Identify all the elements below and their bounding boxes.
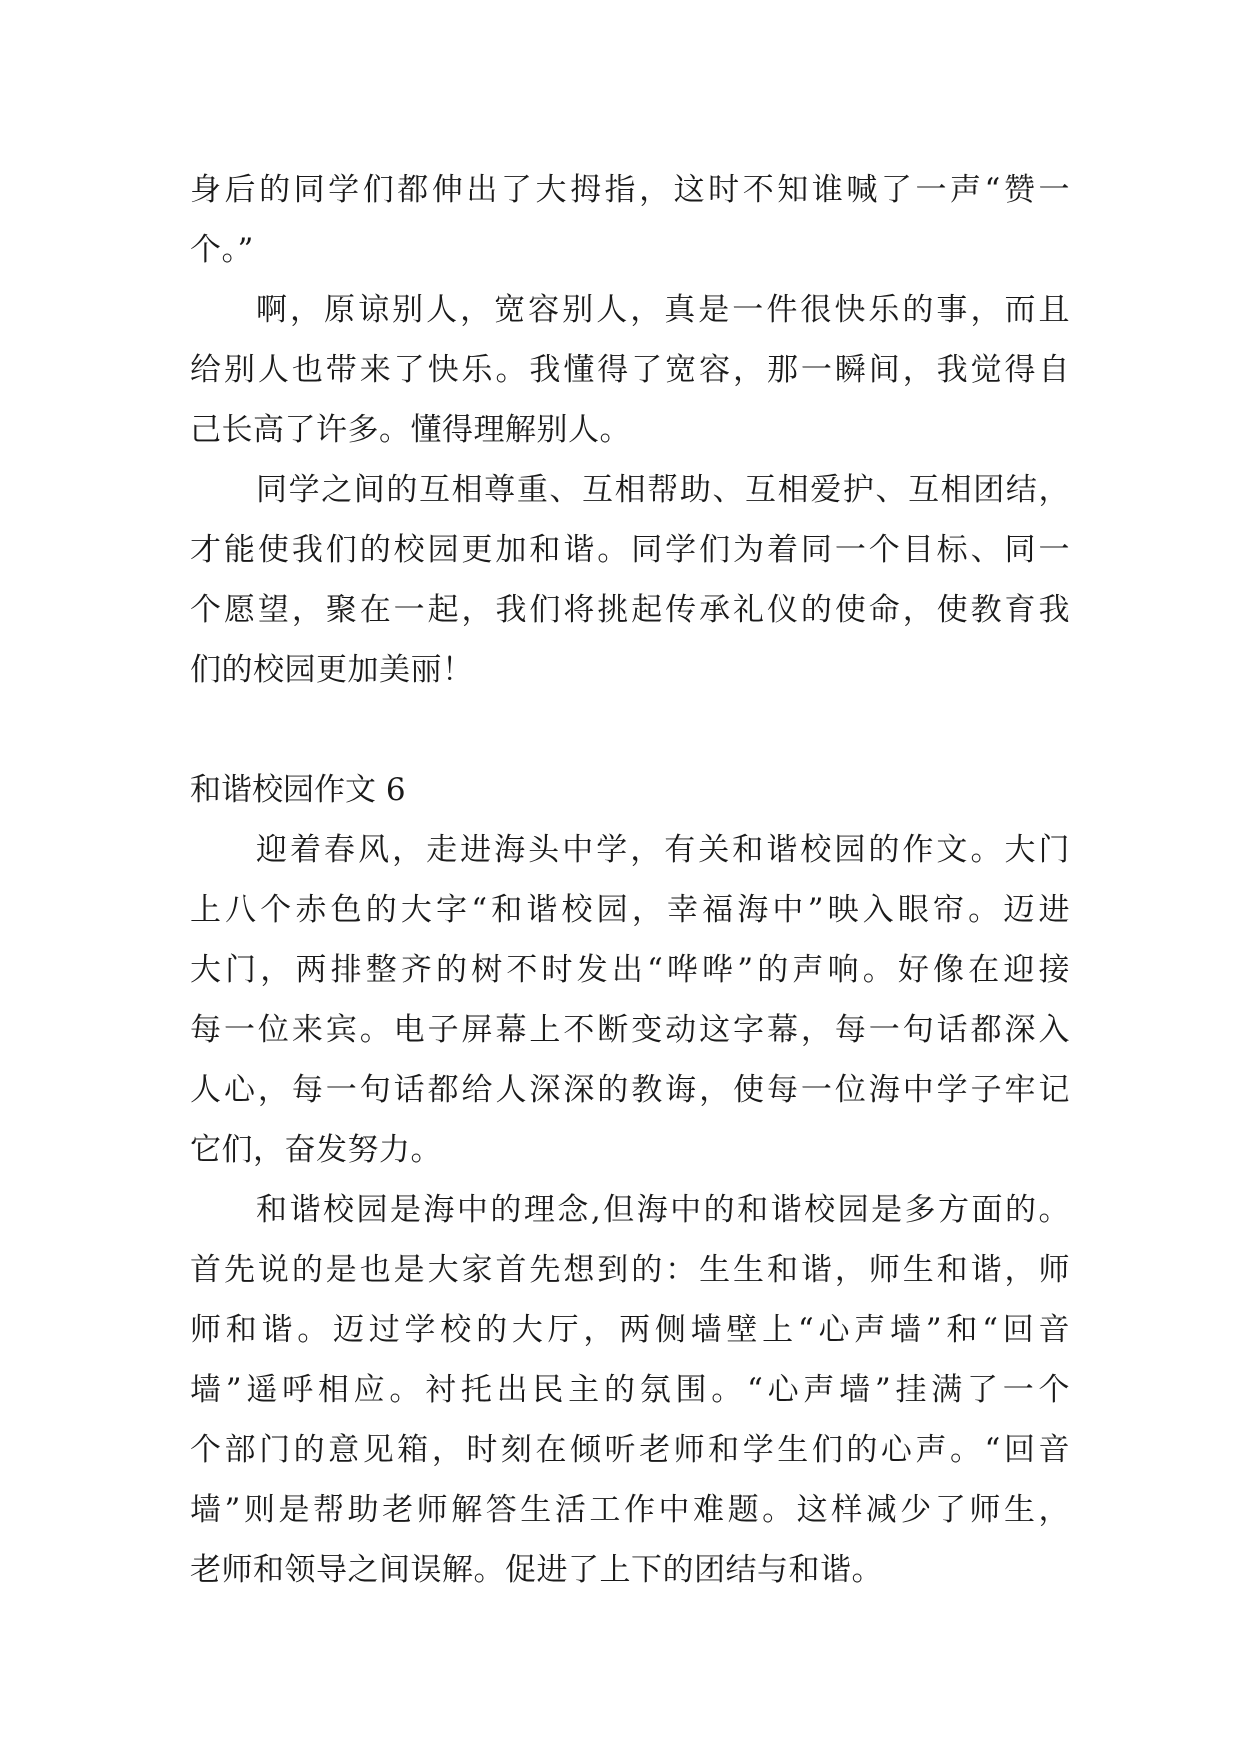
document-body	[190, 160, 1070, 1600]
paragraph-line: 啊，原谅别人，宽容别人，真是一件很快乐的事，而且	[256, 292, 1070, 328]
paragraph-line: 己长高了许多。懂得理解别人。	[190, 412, 631, 448]
paragraph-line: 墙”则是帮助老师解答生活工作中难题。这样减少了师生，	[190, 1492, 1070, 1528]
paragraph-line: 个部门的意见箱，时刻在倾听老师和学生们的心声。“回音	[190, 1432, 1070, 1468]
paragraph-line: 师和谐。迈过学校的大厅，两侧墙壁上“心声墙”和“回音	[190, 1312, 1070, 1348]
paragraph-line: 大门，两排整齐的树不时发出“哗哗”的声响。好像在迎接	[190, 952, 1070, 988]
paragraph-line: 上八个赤色的大字“和谐校园，幸福海中”映入眼帘。迈进	[190, 892, 1070, 928]
paragraph-2	[190, 280, 1070, 460]
paragraph-4	[190, 820, 1070, 1180]
paragraph-line: 个。”	[190, 232, 254, 268]
paragraph-3	[190, 460, 1070, 700]
paragraph-line: 首先说的是也是大家首先想到的：生生和谐，师生和谐，师	[190, 1252, 1070, 1288]
paragraph-line: 墙”遥呼相应。衬托出民主的氛围。“心声墙”挂满了一个	[190, 1372, 1070, 1408]
paragraph-line: 个愿望，聚在一起，我们将挑起传承礼仪的使命，使教育我	[190, 592, 1070, 628]
paragraph-line: 身后的同学们都伸出了大拇指，这时不知谁喊了一声“赞一	[190, 172, 1070, 208]
paragraph-line: 们的校园更加美丽！	[190, 652, 474, 688]
paragraph-line: 它们，奋发努力。	[190, 1132, 442, 1168]
paragraph-line: 每一位来宾。电子屏幕上不断变动这字幕，每一句话都深入	[190, 1012, 1070, 1048]
paragraph-line: 人心，每一句话都给人深深的教诲，使每一位海中学子牢记	[190, 1072, 1070, 1108]
paragraph-line: 和谐校园是海中的理念,但海中的和谐校园是多方面的。	[256, 1192, 1070, 1228]
paragraph-1	[190, 160, 1070, 280]
section-spacer	[190, 700, 1070, 760]
section-title: 和谐校园作文 6	[190, 772, 406, 808]
paragraph-line: 给别人也带来了快乐。我懂得了宽容，那一瞬间，我觉得自	[190, 352, 1070, 388]
paragraph-line: 老师和领导之间误解。促进了上下的团结与和谐。	[190, 1552, 883, 1588]
paragraph-line: 才能使我们的校园更加和谐。同学们为着同一个目标、同一	[190, 532, 1070, 568]
paragraph-line: 同学之间的互相尊重、互相帮助、互相爱护、互相团结，	[256, 472, 1070, 508]
paragraph-5	[190, 1180, 1070, 1600]
paragraph-line: 迎着春风，走进海头中学，有关和谐校园的作文。大门	[256, 832, 1070, 868]
